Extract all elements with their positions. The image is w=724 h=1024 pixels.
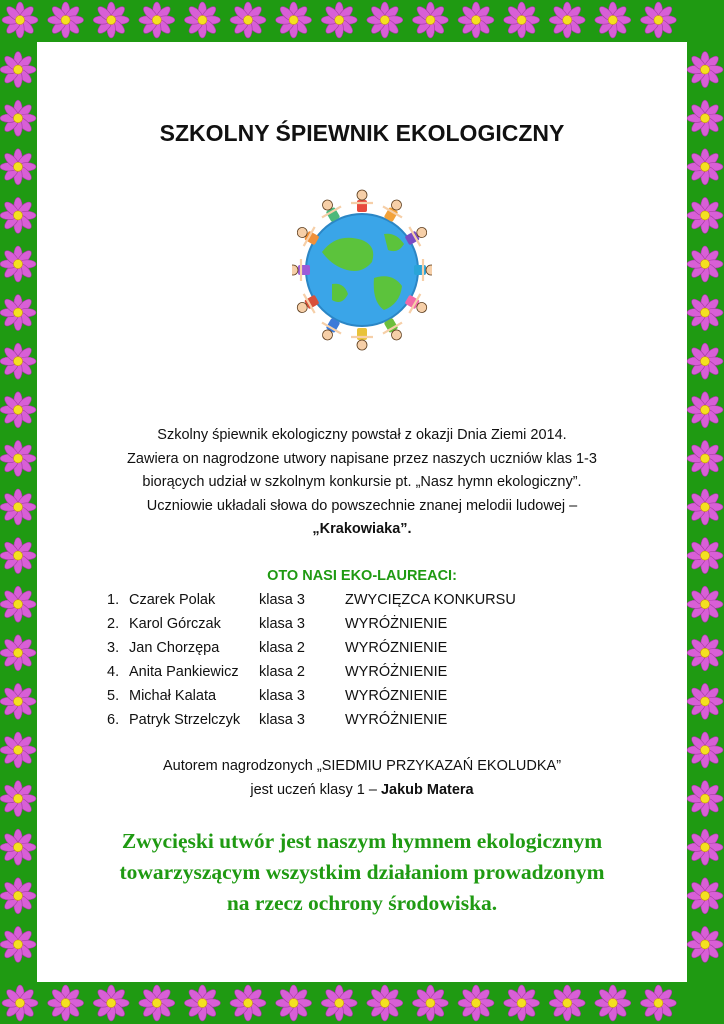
- laureate-name: Anita Pankiewicz: [129, 664, 239, 680]
- laureate-number: 5.: [107, 688, 120, 704]
- laureates-list: [107, 588, 627, 732]
- flower-icon: [687, 392, 723, 428]
- laureate-number: 1.: [107, 592, 120, 608]
- flower-icon: [0, 829, 36, 865]
- flower-icon: [458, 2, 494, 38]
- intro-line: Uczniowie układali słowa do powszechnie znanej melodii ludowej –: [146, 497, 578, 514]
- closing-line: Zwycięski utwór jest naszym hymnem ekologicznym: [121, 829, 603, 853]
- flower-icon: [0, 295, 36, 331]
- flower-icon: [2, 985, 38, 1021]
- flower-icon: [687, 781, 723, 817]
- laureate-name: Michał Kalata: [129, 688, 217, 704]
- flower-icon: [48, 2, 84, 38]
- laureate-name: Czarek Polak: [129, 592, 216, 608]
- flower-icon: [276, 985, 312, 1021]
- author-line: [77, 779, 647, 803]
- flower-icon: [139, 2, 175, 38]
- flower-icon: [0, 392, 36, 428]
- flower-icon: [0, 781, 36, 817]
- flower-icon: [687, 246, 723, 282]
- laureate-award: WYRÓŻNIENIE: [345, 664, 448, 680]
- flower-icon: [276, 2, 312, 38]
- flower-icon: [0, 246, 36, 282]
- flower-icon: [184, 985, 220, 1021]
- flower-icon: [687, 440, 723, 476]
- flower-icon: [0, 732, 36, 768]
- laureate-number: 2.: [107, 616, 120, 632]
- laureate-award: WYRÓZNIENIE: [345, 688, 448, 704]
- laureates-heading: OTO NASI EKO-LAUREACI:: [267, 568, 457, 584]
- laureate-number: 6.: [107, 712, 120, 728]
- flower-icon: [0, 926, 36, 962]
- flower-icon: [687, 683, 723, 719]
- intro-line: Zawiera on nagrodzone utwory napisane przez naszych uczniów klas 1-3: [127, 450, 597, 467]
- flower-icon: [504, 2, 540, 38]
- flower-icon: [367, 985, 403, 1021]
- laureate-number: 3.: [107, 640, 120, 656]
- flower-icon: [640, 2, 676, 38]
- flower-icon: [687, 538, 723, 574]
- flower-icon: [458, 985, 494, 1021]
- flower-icon: [0, 683, 36, 719]
- flower-icon: [2, 2, 38, 38]
- laureate-class: klasa 3: [259, 712, 305, 728]
- laureate-number: 4.: [107, 664, 120, 680]
- flower-icon: [0, 635, 36, 671]
- intro-line-bold: „Krakowiaka”.: [312, 521, 412, 537]
- flower-icon: [549, 985, 585, 1021]
- closing-line: na rzecz ochrony środowiska.: [226, 891, 498, 915]
- flower-icon: [184, 2, 220, 38]
- laureate-class: klasa 3: [259, 616, 305, 632]
- earth-with-children-icon: [292, 182, 432, 352]
- flower-icon: [687, 149, 723, 185]
- laureate-award: ZWYCIĘZCA KONKURSU: [345, 592, 516, 608]
- laureate-award: WYRÓŻNIENIE: [345, 712, 448, 728]
- flower-icon: [595, 985, 631, 1021]
- laureate-row: [107, 636, 627, 660]
- flower-icon: [687, 295, 723, 331]
- flower-icon: [687, 829, 723, 865]
- flower-icon: [0, 440, 36, 476]
- laureate-row: [107, 708, 627, 732]
- flower-icon: [549, 2, 585, 38]
- flower-icon: [687, 926, 723, 962]
- laureate-class: klasa 3: [259, 688, 305, 704]
- flower-icon: [412, 2, 448, 38]
- laureate-class: klasa 3: [259, 592, 305, 608]
- flower-icon: [687, 586, 723, 622]
- page-title: SZKOLNY ŚPIEWNIK EKOLOGICZNY: [159, 120, 565, 146]
- flower-icon: [687, 197, 723, 233]
- flower-icon: [687, 732, 723, 768]
- flower-icon: [230, 2, 266, 38]
- flower-icon: [48, 985, 84, 1021]
- page-sheet: [37, 42, 687, 982]
- flower-icon: [687, 343, 723, 379]
- closing-line: towarzyszącym wszystkim działaniom prowadzonym: [119, 860, 605, 884]
- flower-icon: [93, 2, 129, 38]
- laureate-row: [107, 684, 627, 708]
- child-figure: [351, 328, 373, 350]
- flower-icon: [687, 100, 723, 136]
- author-line: Autorem nagrodzonych „SIEDMIU PRZYKAZAŃ EKOLUDKA”: [162, 758, 562, 774]
- flower-icon: [0, 878, 36, 914]
- flower-icon: [367, 2, 403, 38]
- flower-icon: [412, 985, 448, 1021]
- flower-icon: [0, 52, 36, 88]
- laureate-award: WYRÓZNIENIE: [345, 640, 448, 656]
- laureate-row: [107, 612, 627, 636]
- flower-icon: [0, 586, 36, 622]
- flower-icon: [0, 149, 36, 185]
- child-figure: [351, 190, 373, 212]
- flower-icon: [93, 985, 129, 1021]
- laureate-row: [107, 588, 627, 612]
- laureate-award: WYRÓŻNIENIE: [345, 616, 448, 632]
- author-line-prefix: jest uczeń klasy 1 –: [250, 781, 381, 798]
- flower-icon: [640, 985, 676, 1021]
- flower-icon: [0, 489, 36, 525]
- flower-icon: [687, 635, 723, 671]
- intro-line: Szkolny śpiewnik ekologiczny powstał z okazji Dnia Ziemi 2014.: [157, 427, 567, 443]
- flower-icon: [595, 2, 631, 38]
- flower-icon: [0, 538, 36, 574]
- flower-icon: [687, 52, 723, 88]
- author-paragraph: [77, 755, 647, 802]
- intro-line: biorących udział w szkolnym konkursie pt. „Nasz hymn ekologiczny”.: [142, 474, 582, 490]
- flower-icon: [504, 985, 540, 1021]
- laureate-name: Karol Górczak: [129, 616, 221, 632]
- flower-icon: [0, 343, 36, 379]
- flower-icon: [0, 197, 36, 233]
- flower-icon: [321, 2, 357, 38]
- flower-icon: [139, 985, 175, 1021]
- intro-paragraph: [77, 424, 647, 542]
- flower-icon: [230, 985, 266, 1021]
- laureate-class: klasa 2: [259, 664, 305, 680]
- closing-statement: [57, 826, 667, 919]
- author-name: Jakub Matera: [380, 781, 474, 798]
- flower-icon: [321, 985, 357, 1021]
- laureate-class: klasa 2: [259, 640, 305, 656]
- flower-icon: [687, 878, 723, 914]
- flower-icon: [687, 489, 723, 525]
- laureate-name: Jan Chorzępa: [129, 640, 220, 656]
- laureate-row: [107, 660, 627, 684]
- flower-icon: [0, 100, 36, 136]
- laureate-name: Patryk Strzelczyk: [129, 712, 241, 728]
